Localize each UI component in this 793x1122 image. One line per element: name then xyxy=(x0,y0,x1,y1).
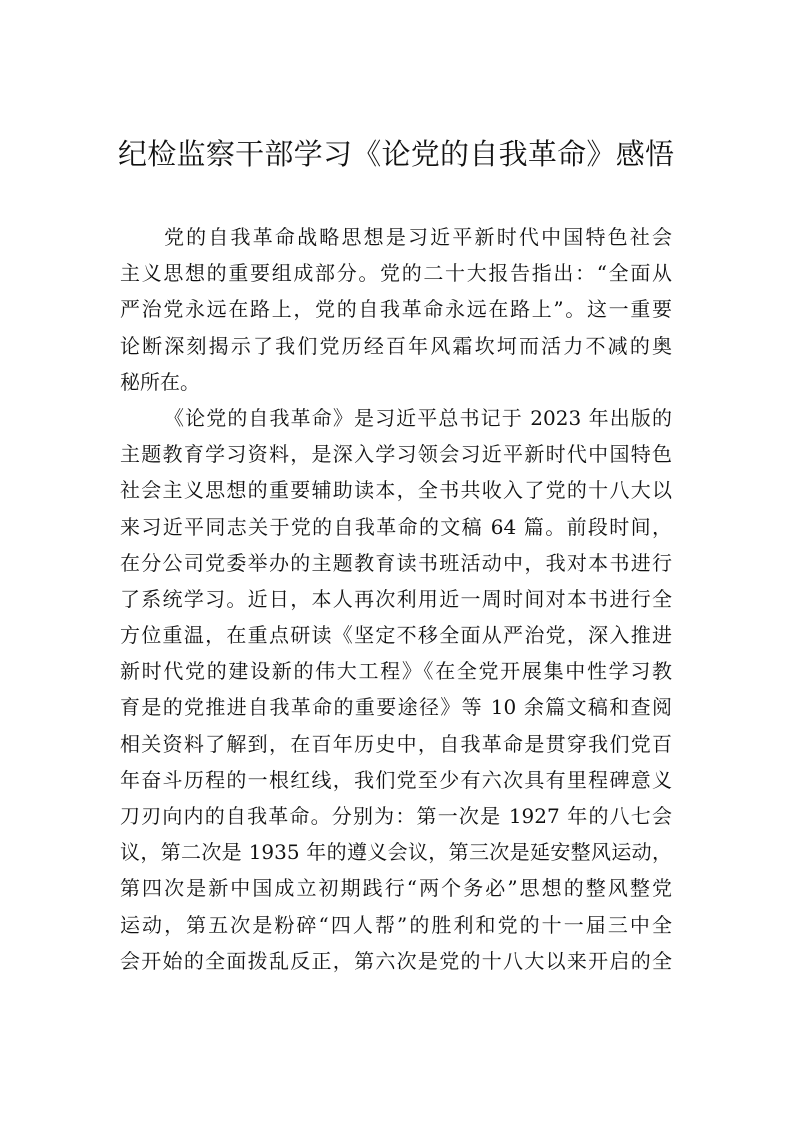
text-line: 党的自我革命战略思想是习近平新时代中国特色社会 xyxy=(164,225,672,249)
text-line: 在分公司党委举办的主题教育读书班活动中，我对本书进行 xyxy=(120,550,672,575)
text-line: 《论党的自我革命》是习近平总书记于 2023 年出版的 xyxy=(164,405,672,430)
document-title: 纪检监察干部学习《论党的自我革命》感悟 xyxy=(118,137,674,171)
text-line: 主义思想的重要组成部分。党的二十大报告指出：“全面从 xyxy=(120,261,672,286)
text-line: 主题教育学习资料，是深入学习领会习近平新时代中国特色 xyxy=(120,442,672,467)
text-line: 了系统学习。近日，本人再次利用近一周时间对本书进行全 xyxy=(120,586,672,611)
text-line: 第四次是新中国成立初期践行“两个务必”思想的整风整党 xyxy=(120,876,672,901)
text-line: 年奋斗历程的一根红线，我们党至少有六次具有里程碑意义 xyxy=(120,767,672,792)
text-line: 新时代党的建设新的伟大工程》《在全党开展集中性学习教 xyxy=(120,659,672,684)
text-line: 严治党永远在路上，党的自我革命永远在路上”。这一重要 xyxy=(120,297,672,322)
text-line: 相关资料了解到，在百年历史中，自我革命是贯穿我们党百 xyxy=(120,731,672,756)
document-body xyxy=(120,219,672,979)
text-line: 方位重温，在重点研读《坚定不移全面从严治党，深入推进 xyxy=(120,623,672,648)
text-line: 议，第二次是 1935 年的遵义会议，第三次是延安整风运动， xyxy=(120,840,672,865)
text-line: 论断深刻揭示了我们党历经百年风霜坎坷而活力不减的奥 xyxy=(120,333,672,358)
text-line: 社会主义思想的重要辅助读本，全书共收入了党的十八大以 xyxy=(120,478,672,503)
paragraph-1 xyxy=(120,219,672,400)
text-line: 刀刃向内的自我革命。分别为：第一次是 1927 年的八七会 xyxy=(120,804,672,828)
text-line: 运动，第五次是粉碎“四人帮”的胜利和党的十一届三中全 xyxy=(120,912,672,937)
text-line: 秘所在。 xyxy=(120,369,200,394)
paragraph-2 xyxy=(120,400,672,979)
text-line: 来习近平同志关于党的自我革命的文稿 64 篇。前段时间， xyxy=(120,514,672,539)
text-line: 育是的党推进自我革命的重要途径》等 10 余篇文稿和查阅 xyxy=(120,695,672,720)
text-line: 会开始的全面拨乱反正，第六次是党的十八大以来开启的全 xyxy=(120,948,672,973)
